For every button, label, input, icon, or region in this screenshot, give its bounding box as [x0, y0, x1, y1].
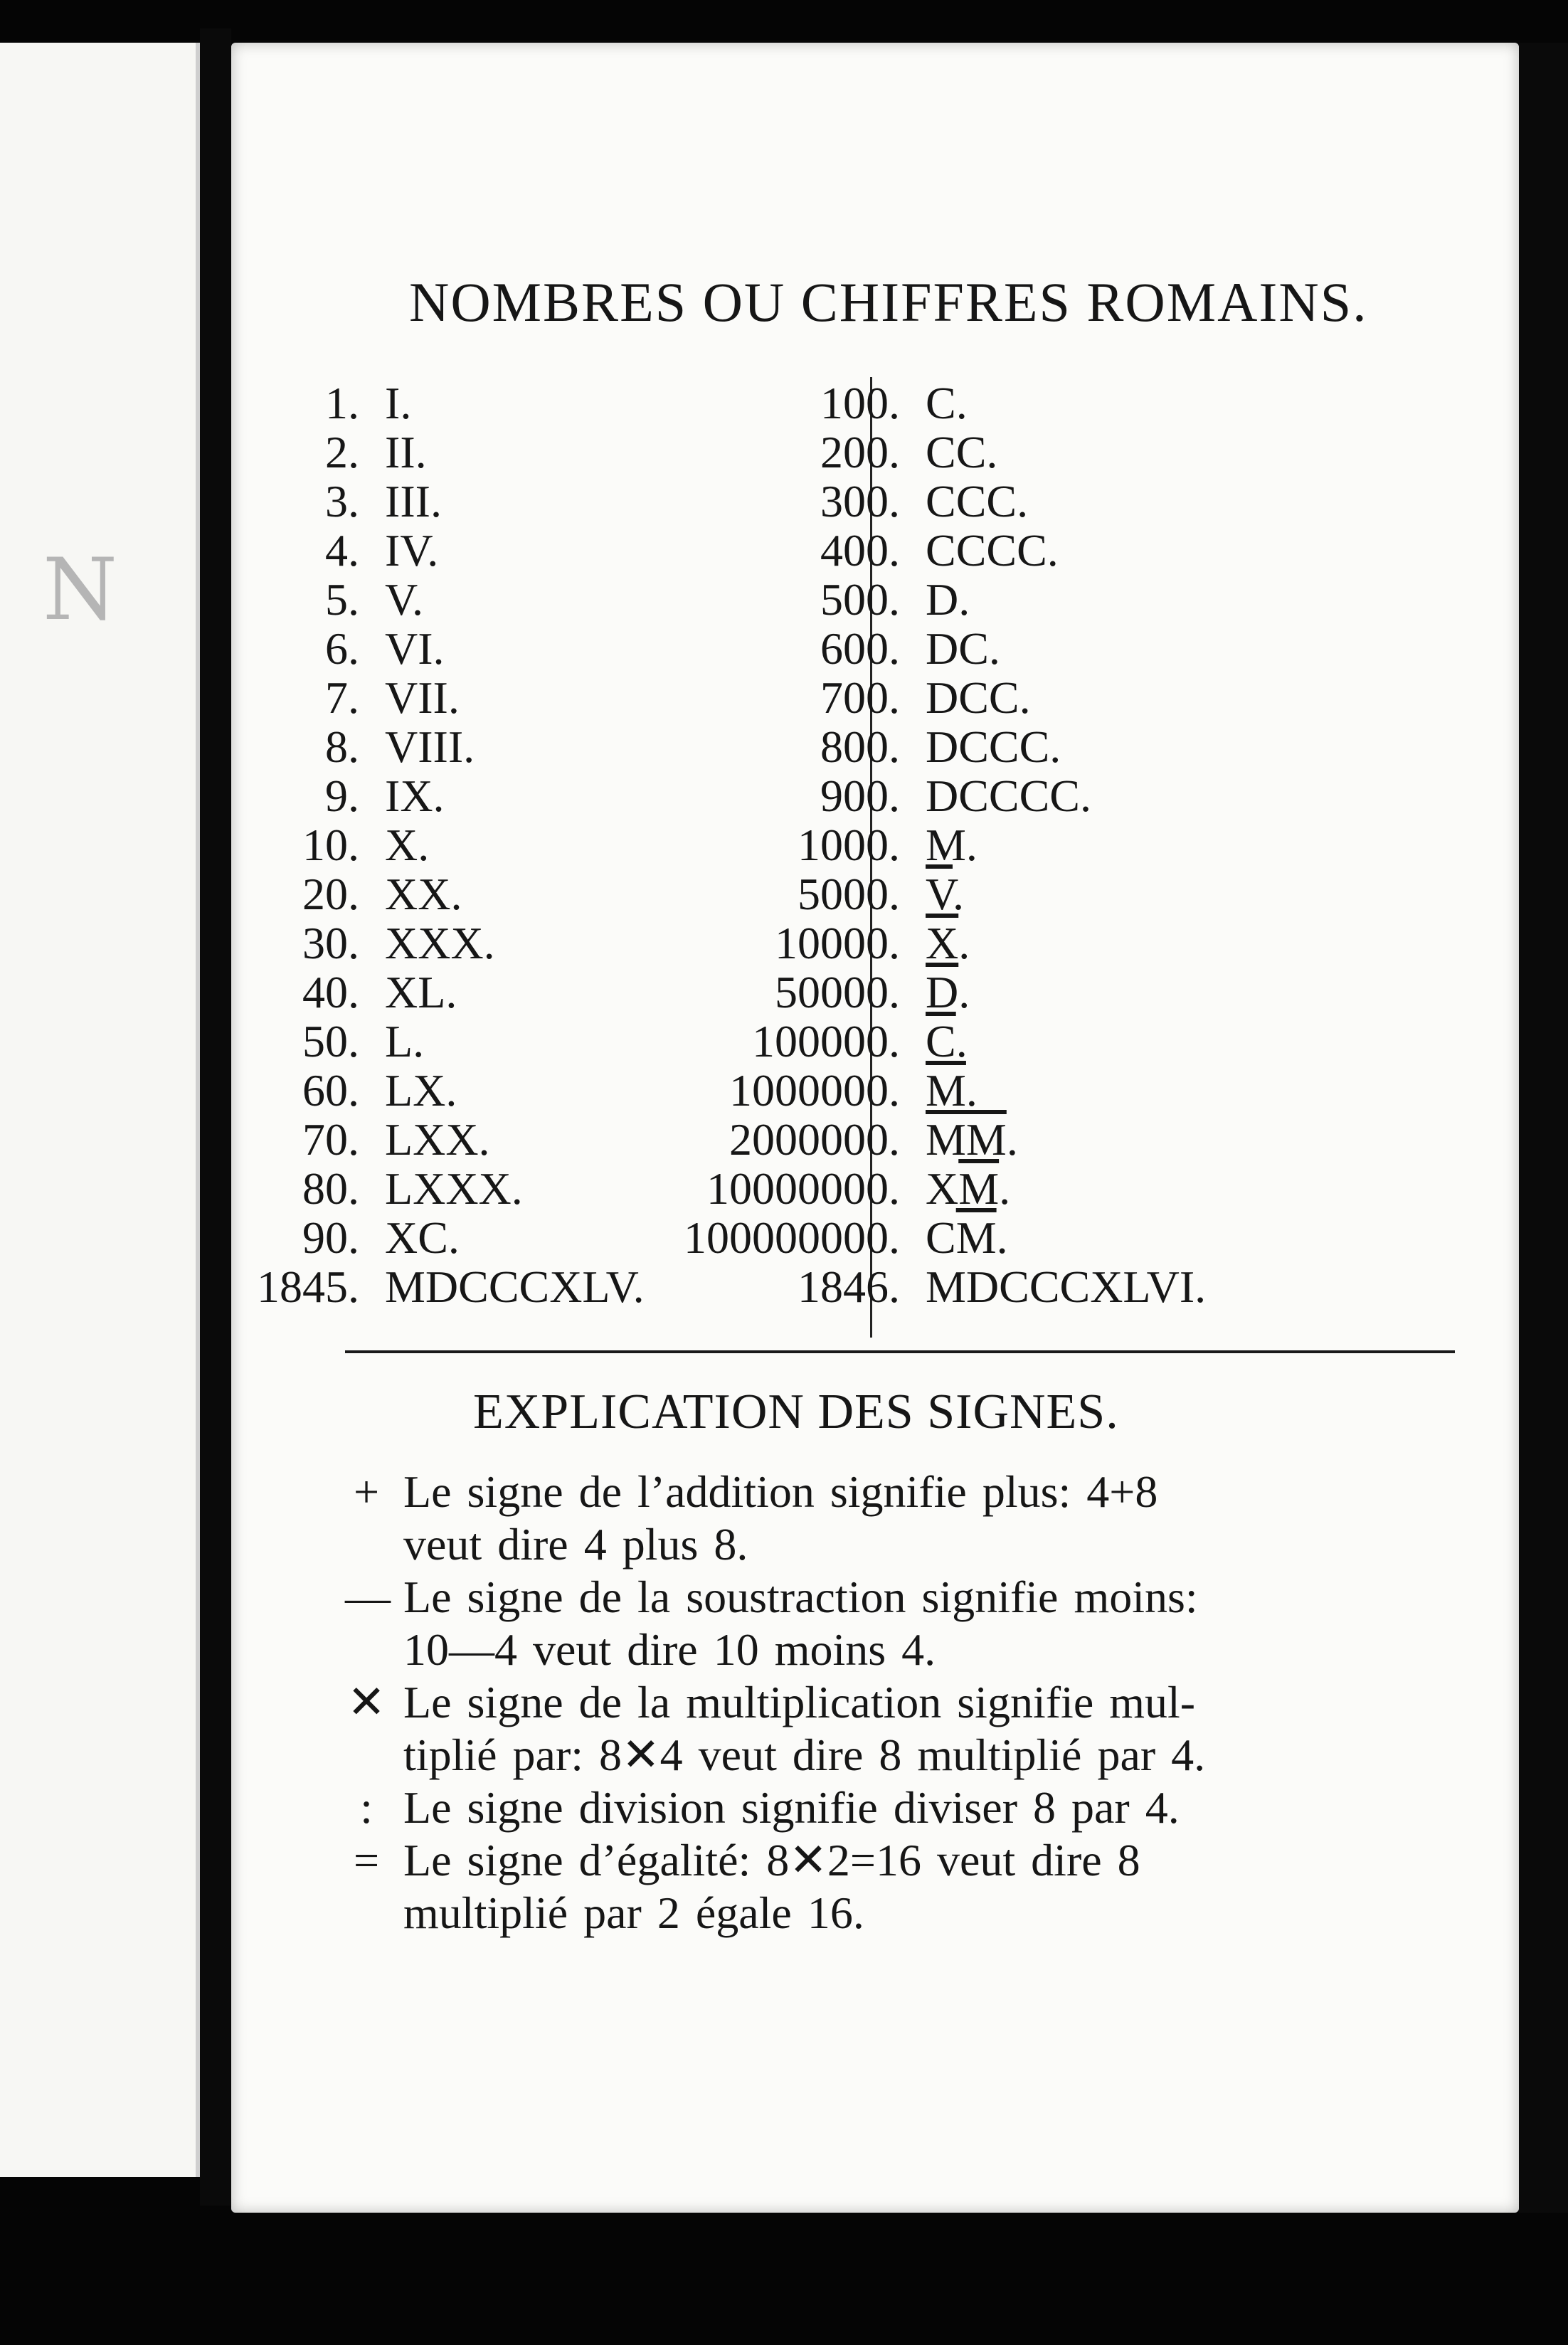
left-numeral-row [174, 917, 495, 970]
arabic-number: 800. [820, 721, 900, 772]
roman-numeral: $\overline{M}$. [926, 1065, 978, 1116]
arabic-number: 200. [820, 427, 900, 477]
left-numeral-row [174, 1212, 460, 1264]
left-numeral-row [174, 1163, 523, 1215]
arabic-number: 100000000. [684, 1212, 900, 1263]
roman-numeral: VIII. [385, 721, 475, 772]
roman-numeral: MDCCCXLV. [385, 1261, 645, 1312]
arabic-number: 40. [302, 967, 359, 1017]
arabic-number: 30. [302, 918, 359, 968]
right-numeral-row [566, 1163, 1010, 1215]
sign-line [345, 1518, 748, 1571]
overlined-numeral: $\overline{D}$ [926, 967, 959, 1017]
arabic-number: 70. [302, 1114, 359, 1165]
arabic-number: 9. [325, 771, 359, 821]
roman-numeral: $\overline{V}$. [926, 869, 964, 919]
arabic-number: 5000. [798, 869, 900, 919]
roman-numeral: I. [385, 378, 412, 428]
right-numeral-row [566, 426, 997, 479]
roman-numeral: C. [926, 378, 968, 428]
roman-numeral: VI. [385, 623, 445, 674]
sign-line [345, 1834, 1140, 1887]
right-numeral-row [566, 917, 970, 970]
section-rule [345, 1350, 1455, 1353]
left-numeral-row [174, 770, 445, 822]
sign-line [345, 1782, 1180, 1834]
roman-numeral: $\overline{C}$. [926, 1016, 968, 1066]
arabic-number: 100. [820, 378, 900, 428]
right-numeral-row [566, 966, 970, 1019]
roman-numeral: XXX. [385, 918, 495, 968]
page-title: NOMBRES OU CHIFFRES ROMAINS. [409, 271, 1368, 333]
signs-title: EXPLICATION DES SIGNES. [473, 1385, 1119, 1439]
arabic-number: 1. [325, 378, 359, 428]
arabic-number: 2. [325, 427, 359, 477]
overlined-numeral: $\overline{M}$ [926, 1065, 966, 1116]
roman-numeral: DC. [926, 623, 1000, 674]
arabic-number: 700. [820, 672, 900, 723]
arabic-number: 600. [820, 623, 900, 674]
arabic-number: 400. [820, 525, 900, 576]
arabic-number: 50000. [775, 967, 900, 1017]
right-numeral-row [566, 1261, 1206, 1313]
right-numeral-row [566, 475, 1028, 528]
arabic-number: 50. [302, 1016, 359, 1066]
roman-numeral: $\overline{X}$. [926, 918, 970, 968]
overlined-numeral: $\overline{C}$ [926, 1016, 956, 1066]
arabic-number: 90. [302, 1212, 359, 1263]
arabic-number: 300. [820, 476, 900, 526]
left-numeral-row [174, 475, 442, 528]
right-numeral-row [566, 524, 1059, 577]
arabic-number: 80. [302, 1163, 359, 1214]
roman-numeral: LXXX. [385, 1163, 523, 1214]
roman-numeral: M. [926, 820, 978, 870]
roman-numeral: III. [385, 476, 442, 526]
sign-text: 10—4 veut dire 10 moins 4. [388, 1624, 936, 1675]
arabic-number: 10000. [775, 918, 900, 968]
arabic-number: 900. [820, 771, 900, 821]
arabic-number: 20. [302, 869, 359, 919]
right-numeral-row [566, 672, 1031, 724]
book-page [231, 43, 1519, 2213]
arabic-number: 10. [302, 820, 359, 870]
sign-text: Le signe de la soustraction signifie moins: [388, 1572, 1198, 1622]
arabic-number: 8. [325, 721, 359, 772]
roman-numeral: $C\overline{M}$. [926, 1212, 1008, 1263]
left-numeral-row [174, 868, 462, 921]
roman-numeral: $\overline{D}$. [926, 967, 970, 1017]
right-numeral-row [566, 868, 964, 921]
sign-symbol: = [353, 1835, 380, 1885]
roman-numeral: LXX. [385, 1114, 490, 1165]
sign-line [345, 1571, 1198, 1624]
arabic-number: 1846. [798, 1261, 900, 1312]
sign-symbol: ✕ [347, 1677, 386, 1727]
right-numeral-row [566, 1212, 1008, 1264]
roman-numeral: V. [385, 574, 423, 625]
left-numeral-row [174, 524, 438, 577]
arabic-number: 1000. [798, 820, 900, 870]
right-numeral-row [566, 721, 1061, 773]
roman-numeral: XX. [385, 869, 462, 919]
roman-numeral: CCCC. [926, 525, 1059, 576]
roman-numeral: L. [385, 1016, 425, 1066]
roman-numeral: IV. [385, 525, 439, 576]
arabic-number: 60. [302, 1065, 359, 1116]
sign-text: Le signe de la multiplication signifie mul- [388, 1677, 1196, 1727]
arabic-number: 5. [325, 574, 359, 625]
arabic-number: 3. [325, 476, 359, 526]
overlined-numeral: $\overline{V}$ [926, 869, 953, 919]
sign-line [345, 1676, 1195, 1729]
sign-text: veut dire 4 plus 8. [388, 1519, 748, 1569]
right-numeral-row [566, 1064, 978, 1117]
sign-text: tiplié par: 8✕4 veut dire 8 multiplié par 4. [388, 1730, 1206, 1780]
arabic-number: 500. [820, 574, 900, 625]
left-page-edge [0, 43, 200, 2177]
left-numeral-row [174, 966, 457, 1019]
roman-numeral: II. [385, 427, 427, 477]
left-numeral-row [174, 377, 411, 430]
arabic-number: 6. [325, 623, 359, 674]
overlined-numeral: $\overline{M}$ [958, 1163, 1000, 1214]
right-numeral-row [566, 623, 1000, 675]
roman-numeral: DCCC. [926, 721, 1061, 772]
roman-numeral: CC. [926, 427, 998, 477]
right-numeral-row [566, 1015, 968, 1068]
roman-numeral: D. [926, 574, 970, 625]
left-numeral-row [174, 426, 427, 479]
sign-symbol: — [345, 1572, 391, 1622]
arabic-number: 7. [325, 672, 359, 723]
sign-symbol: + [353, 1466, 380, 1517]
overlined-numeral: $\overline{MM}$ [926, 1114, 1007, 1165]
sign-text: Le signe d’égalité: 8✕2=16 veut dire 8 [388, 1835, 1140, 1885]
arabic-number: 1845. [257, 1261, 359, 1312]
arabic-number: 1000000. [729, 1065, 900, 1116]
roman-numeral: XC. [385, 1212, 460, 1263]
roman-numeral: IX. [385, 771, 445, 821]
right-numeral-row [566, 770, 1091, 822]
left-numeral-row [174, 1064, 457, 1117]
overlined-numeral: $\overline{M}$ [955, 1212, 997, 1263]
overlined-numeral: $\overline{X}$ [926, 918, 959, 968]
sign-line [345, 1624, 936, 1676]
roman-numeral: X. [385, 820, 430, 870]
roman-numeral: VII. [385, 672, 460, 723]
arabic-number: 4. [325, 525, 359, 576]
roman-numeral: $X\overline{M}$. [926, 1163, 1011, 1214]
roman-numeral: DCCCC. [926, 771, 1091, 821]
right-numeral-row [566, 573, 970, 626]
sign-line [345, 1729, 1205, 1782]
roman-numeral: MDCCCXLVI. [926, 1261, 1207, 1312]
right-numeral-row [566, 377, 968, 430]
left-numeral-row [174, 573, 423, 626]
arabic-number: 100000. [752, 1016, 900, 1066]
roman-numeral: DCC. [926, 672, 1031, 723]
roman-numeral: $\overline{MM}$. [926, 1114, 1018, 1165]
right-margin [1519, 43, 1568, 2213]
roman-numeral: CCC. [926, 476, 1029, 526]
left-numeral-row [174, 1015, 424, 1068]
roman-numeral: LX. [385, 1065, 457, 1116]
left-numeral-row [174, 1113, 490, 1166]
left-page-ghost-letter: N [43, 541, 117, 640]
right-numeral-row [566, 1113, 1018, 1166]
sign-line [345, 1466, 1158, 1518]
roman-numeral: XL. [385, 967, 457, 1017]
left-numeral-row [174, 819, 429, 872]
sign-text: Le signe de l’addition signifie plus: 4+8 [388, 1466, 1158, 1517]
sign-line [345, 1887, 864, 1939]
left-numeral-row [174, 623, 445, 675]
left-numeral-row [174, 721, 475, 773]
arabic-number: 2000000. [729, 1114, 900, 1165]
arabic-number: 10000000. [706, 1163, 900, 1214]
left-numeral-row [174, 672, 460, 724]
right-numeral-row [566, 819, 978, 872]
sign-symbol: : [360, 1782, 373, 1833]
sign-text: Le signe division signifie diviser 8 par 4. [388, 1782, 1180, 1833]
sign-text: multiplié par 2 égale 16. [388, 1888, 864, 1938]
